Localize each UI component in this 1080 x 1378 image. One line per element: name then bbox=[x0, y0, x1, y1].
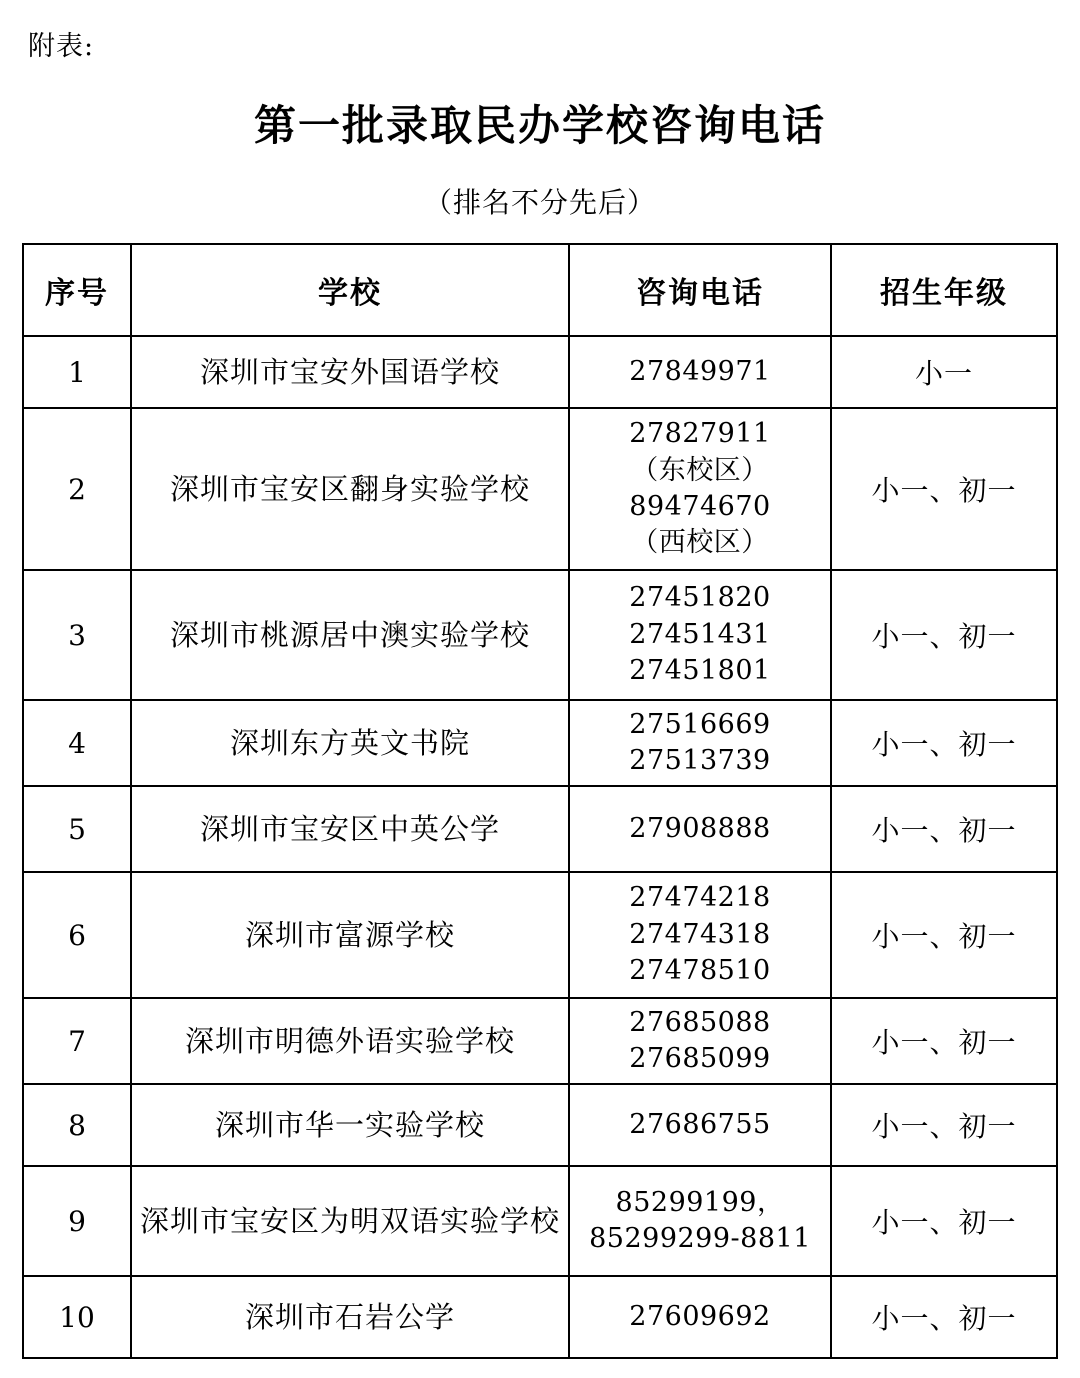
table-row bbox=[23, 872, 1057, 998]
cell-grade: 小一 bbox=[831, 336, 1057, 408]
table-row bbox=[23, 1166, 1057, 1276]
phone-line: 27451820 bbox=[629, 582, 771, 614]
phone-line: 27827911 bbox=[629, 418, 771, 450]
phone-line: 27451431 bbox=[629, 618, 771, 650]
phone-line: 85299299-8811 bbox=[589, 1223, 811, 1254]
cell-index: 8 bbox=[23, 1084, 131, 1166]
phone-line: 27474218 bbox=[629, 882, 771, 914]
cell-grade: 小一、初一 bbox=[831, 1084, 1057, 1166]
cell-phone bbox=[569, 570, 831, 700]
table-body bbox=[23, 336, 1057, 1358]
phone-line: 27685088 bbox=[629, 1006, 771, 1038]
page-subtitle: （排名不分先后） bbox=[423, 186, 656, 219]
cell-school-name: 深圳市华一实验学校 bbox=[131, 1084, 569, 1166]
cell-grade: 小一、初一 bbox=[831, 1166, 1057, 1276]
phone-line: 27609692 bbox=[629, 1300, 771, 1332]
cell-phone bbox=[569, 336, 831, 408]
table-row bbox=[23, 336, 1057, 408]
page-title: 第一批录取民办学校咨询电话 bbox=[253, 101, 826, 150]
phone-line: 27513739 bbox=[629, 745, 771, 776]
cell-phone bbox=[569, 1166, 831, 1276]
cell-grade: 小一、初一 bbox=[831, 998, 1057, 1084]
table-row bbox=[23, 998, 1057, 1084]
phone-line: 85299199， bbox=[615, 1186, 785, 1218]
cell-index: 9 bbox=[23, 1166, 131, 1276]
cell-index: 2 bbox=[23, 408, 131, 570]
cell-school-name: 深圳市宝安区中英公学 bbox=[131, 786, 569, 872]
cell-school-name: 深圳市石岩公学 bbox=[131, 1276, 569, 1358]
cell-phone bbox=[569, 408, 831, 570]
cell-index: 4 bbox=[23, 700, 131, 786]
table-row bbox=[23, 700, 1057, 786]
phone-line: 27474318 bbox=[629, 918, 771, 950]
table-row bbox=[23, 408, 1057, 570]
phone-line: （东校区） bbox=[631, 454, 769, 486]
table-row bbox=[23, 1084, 1057, 1166]
column-header-index: 序号 bbox=[23, 244, 131, 336]
column-header-grade: 招生年级 bbox=[831, 244, 1057, 336]
cell-phone bbox=[569, 786, 831, 872]
cell-grade: 小一、初一 bbox=[831, 570, 1057, 700]
cell-school-name: 深圳市宝安区为明双语实验学校 bbox=[131, 1166, 569, 1276]
cell-phone bbox=[569, 1084, 831, 1166]
school-phone-table bbox=[22, 243, 1058, 1359]
cell-index: 10 bbox=[23, 1276, 131, 1358]
phone-line: 27451801 bbox=[629, 655, 771, 687]
cell-index: 1 bbox=[23, 336, 131, 408]
cell-grade: 小一、初一 bbox=[831, 872, 1057, 998]
cell-school-name: 深圳东方英文书院 bbox=[131, 700, 569, 786]
cell-index: 7 bbox=[23, 998, 131, 1084]
phone-line: 27686755 bbox=[629, 1108, 771, 1140]
table-header-row bbox=[23, 244, 1057, 336]
table-row bbox=[23, 570, 1057, 700]
cell-phone bbox=[569, 998, 831, 1084]
cell-school-name: 深圳市富源学校 bbox=[131, 872, 569, 998]
phone-line: 27908888 bbox=[629, 812, 771, 844]
cell-school-name: 深圳市桃源居中澳实验学校 bbox=[131, 570, 569, 700]
cell-grade: 小一、初一 bbox=[831, 1276, 1057, 1358]
cell-school-name: 深圳市宝安区翻身实验学校 bbox=[131, 408, 569, 570]
cell-grade: 小一、初一 bbox=[831, 408, 1057, 570]
cell-phone bbox=[569, 700, 831, 786]
table-row bbox=[23, 1276, 1057, 1358]
phone-line: （西校区） bbox=[631, 527, 769, 559]
cell-index: 5 bbox=[23, 786, 131, 872]
cell-phone bbox=[569, 872, 831, 998]
cell-grade: 小一、初一 bbox=[831, 700, 1057, 786]
cell-phone bbox=[569, 1276, 831, 1358]
cell-index: 3 bbox=[23, 570, 131, 700]
column-header-phone: 咨询电话 bbox=[569, 244, 831, 336]
cell-school-name: 深圳市明德外语实验学校 bbox=[131, 998, 569, 1084]
phone-line: 27849971 bbox=[629, 355, 771, 387]
phone-line: 27685099 bbox=[629, 1043, 771, 1074]
table-row bbox=[23, 786, 1057, 872]
phone-line: 27478510 bbox=[629, 955, 771, 987]
cell-school-name: 深圳市宝安外国语学校 bbox=[131, 336, 569, 408]
column-header-school: 学校 bbox=[131, 244, 569, 336]
attachment-label: 附表: bbox=[28, 31, 95, 62]
phone-line: 27516669 bbox=[629, 708, 771, 740]
phone-line: 89474670 bbox=[629, 491, 771, 522]
cell-index: 6 bbox=[23, 872, 131, 998]
cell-grade: 小一、初一 bbox=[831, 786, 1057, 872]
